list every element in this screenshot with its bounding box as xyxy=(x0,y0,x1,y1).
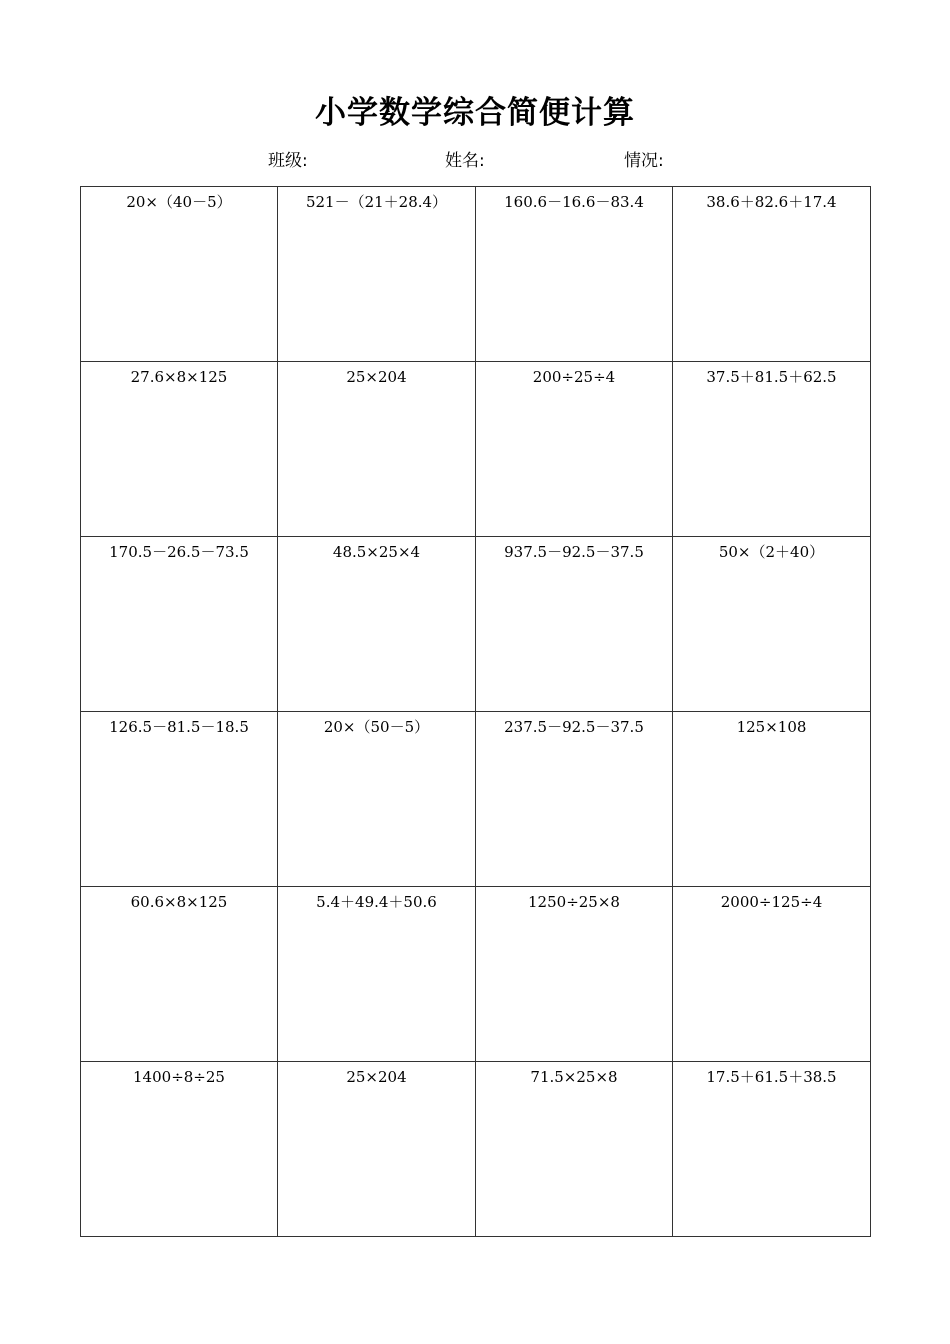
problem-cell[interactable]: 20×（50－5） xyxy=(278,712,476,887)
problem-cell[interactable]: 937.5－92.5－37.5 xyxy=(476,537,673,712)
problem-cell[interactable]: 25×204 xyxy=(278,362,476,537)
problem-cell[interactable]: 20×（40－5） xyxy=(81,187,278,362)
problem-cell[interactable]: 37.5＋81.5＋62.5 xyxy=(673,362,870,537)
page-title: 小学数学综合简便计算 xyxy=(315,95,635,131)
problem-cell[interactable]: 170.5－26.5－73.5 xyxy=(81,537,278,712)
class-label: 班级: xyxy=(268,151,308,171)
problem-cell[interactable]: 71.5×25×8 xyxy=(476,1062,673,1237)
problem-cell[interactable]: 60.6×8×125 xyxy=(81,887,278,1062)
name-label: 姓名: xyxy=(445,151,485,171)
problem-cell[interactable]: 237.5－92.5－37.5 xyxy=(476,712,673,887)
problem-cell[interactable]: 17.5＋61.5＋38.5 xyxy=(706,1068,837,1086)
problem-cell[interactable]: 126.5－81.5－18.5 xyxy=(81,712,278,887)
problem-cell[interactable]: 125×108 xyxy=(673,712,870,887)
problem-cell[interactable]: 200÷25÷4 xyxy=(476,362,673,537)
problem-cell[interactable]: 521－（21＋28.4） xyxy=(278,187,476,362)
problem-cell[interactable]: 48.5×25×4 xyxy=(278,537,476,712)
problem-cell[interactable]: 38.6＋82.6＋17.4 xyxy=(673,187,870,362)
problem-cell[interactable]: 27.6×8×125 xyxy=(81,362,278,537)
status-label: 情况: xyxy=(624,151,664,171)
problem-cell[interactable]: 5.4＋49.4＋50.6 xyxy=(278,887,476,1062)
problem-cell[interactable]: 25×204 xyxy=(278,1062,476,1237)
problem-cell[interactable]: 1400÷8÷25 xyxy=(81,1062,278,1237)
problem-cell[interactable]: 50×（2＋40） xyxy=(673,537,870,712)
problem-grid xyxy=(80,186,871,1237)
problem-cell[interactable]: 2000÷125÷4 xyxy=(673,887,870,1062)
problem-cell[interactable]: 160.6－16.6－83.4 xyxy=(476,187,673,362)
problem-cell[interactable]: 1250÷25×8 xyxy=(476,887,673,1062)
